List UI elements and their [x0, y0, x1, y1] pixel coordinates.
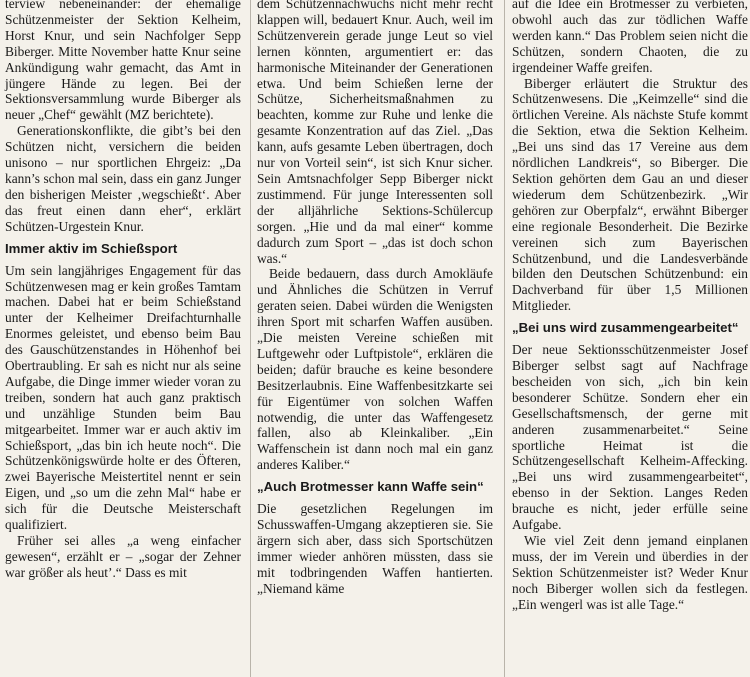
- paragraph: dem Schützennachwuchs nicht mehr recht klappen will, bedauert Knur. Auch, weil im Schützenverein gerade junge Leut so viel lernen könnten, argumentiert er: das harmonische Miteinander der Generationen etwa. Und beim Schießen lerne der Schütze, Sicherheitsmaßnahmen zu beachten, komme zur Ruhe und lenke die gesamte Konzentration auf das Ziel. „Das kann, aufs gesamte Leben übertragen, doch nur von Vorteil sein“, ist sich Knur sicher. Sein Amtsnachfolger Sepp Biberger nickt zustimmend. Für junge Interessenten soll der alljährliche Sektions-Schülercup sorgen. „Hie und da mal einer“ komme dadurch zum Sport – „das ist doch schon was.“: [257, 0, 493, 266]
- paragraph: terview nebeneinander: der ehemalige Schützenmeister der Sektion Kelheim, Horst Knur, und sein Nachfolger Sepp Biberger. Mitte November hatte Knur seine Ankündigung wahr gemacht, das Amt in jüngere Hände zu legen. Bei der Sektionsversammlung wurde Biberger als neuer „Chef“ gewählt (MZ berichtete).: [5, 0, 241, 123]
- paragraph: Biberger erläutert die Struktur des Schützenwesens. Die „Keimzelle“ sind die örtlichen Vereine. Als nächste Stufe kommt die Sektion, etwa die Sektion Kelheim. „Bei uns sind das 17 Vereine aus dem nördlichen Landkreis“, so Biberger. Die Sektion gehörten dem Gau an und dieser wiederum dem Schützenbezirk. „Wir gehören zur Oberpfalz“, erwähnt Biberger eine regionale Besonderheit. Die Bezirke vereinen sich zum Bayerischen Schützenbund, und die Landesverbände bilden den Deutschen Schützenbund: ein Dachverband für über 1,5 Millionen Mitglieder.: [512, 75, 748, 314]
- article-column-2: [257, 0, 493, 597]
- section-heading: „Auch Brotmesser kann Waffe sein“: [257, 479, 484, 495]
- paragraph: Die gesetzlichen Regelungen im Schusswaffen-Umgang akzeptieren sie. Sie ärgern sich aber, dass sich Sportschützen immer wieder anhören müssten, dass sie mit todbringenden Waffen hantierten. „Niemand käme: [257, 501, 493, 596]
- column-divider: [250, 0, 251, 677]
- column-divider: [504, 0, 505, 677]
- section-heading: „Bei uns wird zusammengearbeitet“: [512, 320, 739, 336]
- article-column-3: [512, 0, 748, 613]
- paragraph: auf die Idee ein Brotmesser zu verbieten, obwohl auch das zur tödlichen Waffe werden kann.“ Das Problem seien nicht die Schützen, sondern Chaoten, die zu irgendeiner Waffe greifen.: [512, 0, 748, 75]
- paragraph: Generationskonflikte, die gibt’s bei den Schützen nicht, versichern die beiden unisono – nur sportlichen Ehrgeiz: „Da kann’s schon mal sein, dass ein ganz Junger den bisherigen Meister ‚wegschießt‘. Aber das freut einen dann eher“, erklärt Schützen-Urgestein Knur.: [5, 123, 241, 234]
- paragraph: Um sein langjähriges Engagement für das Schützenwesen mag er kein großes Tamtam machen. Dabei hat er beim Schießstand unter der Kelheimer Dreifachturnhalle Enormes geleistet, und ebenso beim Bau des Gauschützenstandes in Höhenhof bei Obertraubling. Er sah es nicht nur als seine Aufgabe, die Dinge immer wieder voran zu treiben, sondern hat auch ganz praktisch und unzählige Stunden beim Bau mitgearbeitet. Immer war er auch aktiv im Schießsport, „das bin ich heute noch“. Die Schützenkönigswürde holte er des Öfteren, zwei Bayerische Meistertitel nennt er sein Eigen, und „so um die zehn Mal“ habe er sich für die Deutsche Meisterschaft qualifiziert.: [5, 262, 241, 533]
- paragraph: Wie viel Zeit denn jemand einplanen muss, der im Verein und überdies in der Sektion Schützenmeister ist? Weder Knur noch Biberger wollen sich da festlegen. „Ein wengerl was ist alle Tage.“: [512, 533, 748, 612]
- paragraph: Früher sei alles „a weng einfacher gewesen“, erzählt er – „sogar der Zehner war größer als heut’.“ Dass es mit: [5, 533, 241, 580]
- paragraph: Beide bedauern, dass durch Amokläufe und Ähnliches die Schützen in Verruf geraten seien. Dabei würden die Wenigsten ihren Sport mit scharfen Waffen ausüben. „Die meisten Vereine schießen mit Luftgewehr oder Luftpistole“, erklären die beiden; dafür brauche es keine besondere Besitzerlaubnis. Eine Waffenbesitzkarte sei für Eigentümer von solchen Waffen notwendig, die unter das Waffengesetz fallen, also ab Kleinkaliber. „Ein Waffenschein ist dann noch mal ein ganz anderes Kaliber.“: [257, 266, 493, 473]
- article-column-1: [5, 0, 241, 581]
- section-heading: Immer aktiv im Schießsport: [5, 240, 178, 256]
- paragraph: Der neue Sektionsschützenmeister Josef Biberger selbst sagt auf Nachfrage bescheiden von sich, „ich bin kein besonderer Schütze. Sondern eher ein Gesellschaftsmensch, der gerne mit anderen zusammenarbeitet.“ Seine sportliche Heimat ist die Schützengesellschaft Kelheim-Affecking. „Bei uns wird zusammengearbeitet“, ebenso in der Sektion. Langes Reden brauche es nicht, jeder erfülle seine Aufgabe.: [512, 342, 748, 533]
